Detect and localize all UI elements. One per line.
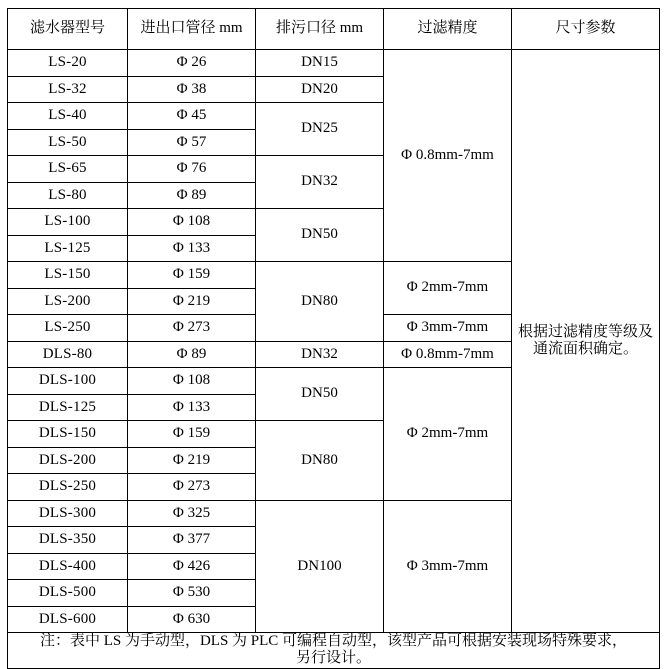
cell-model: LS-125 — [8, 235, 128, 262]
cell-pipe-diameter: Φ 89 — [128, 182, 256, 209]
cell-filter-precision: Φ 0.8mm-7mm — [384, 50, 512, 262]
cell-model: LS-80 — [8, 182, 128, 209]
cell-pipe-diameter: Φ 108 — [128, 368, 256, 395]
cell-dimension-note: 根据过滤精度等级及通流面积确定。 — [512, 50, 660, 633]
cell-model: DLS-350 — [8, 527, 128, 554]
cell-filter-precision: Φ 3mm-7mm — [384, 315, 512, 342]
cell-drain-diameter: DN32 — [256, 341, 384, 368]
cell-pipe-diameter: Φ 159 — [128, 262, 256, 289]
cell-model: LS-32 — [8, 76, 128, 103]
cell-pipe-diameter: Φ 133 — [128, 394, 256, 421]
cell-model: DLS-400 — [8, 553, 128, 580]
cell-pipe-diameter: Φ 89 — [128, 341, 256, 368]
cell-pipe-diameter: Φ 45 — [128, 103, 256, 130]
header-row — [8, 9, 660, 50]
cell-model: DLS-125 — [8, 394, 128, 421]
table-row — [8, 50, 660, 77]
table-header — [8, 9, 660, 50]
header-drain-diameter: 排污口径 mm — [256, 9, 384, 50]
footer-note-cell — [8, 633, 660, 669]
cell-drain-diameter: DN50 — [256, 209, 384, 262]
header-dimension: 尺寸参数 — [512, 9, 660, 50]
cell-pipe-diameter: Φ 108 — [128, 209, 256, 236]
footer-row — [8, 633, 660, 669]
cell-filter-precision: Φ 0.8mm-7mm — [384, 341, 512, 368]
cell-model: LS-50 — [8, 129, 128, 156]
table-body — [8, 50, 660, 633]
cell-drain-diameter: DN100 — [256, 500, 384, 633]
cell-model: LS-20 — [8, 50, 128, 77]
cell-pipe-diameter: Φ 133 — [128, 235, 256, 262]
filter-spec-table — [7, 8, 660, 669]
cell-model: DLS-250 — [8, 474, 128, 501]
cell-pipe-diameter: Φ 325 — [128, 500, 256, 527]
cell-model: LS-150 — [8, 262, 128, 289]
cell-pipe-diameter: Φ 530 — [128, 580, 256, 607]
cell-model: LS-200 — [8, 288, 128, 315]
cell-pipe-diameter: Φ 426 — [128, 553, 256, 580]
cell-drain-diameter: DN80 — [256, 421, 384, 501]
cell-drain-diameter: DN50 — [256, 368, 384, 421]
spec-sheet — [0, 8, 666, 667]
cell-model: LS-40 — [8, 103, 128, 130]
cell-model: LS-100 — [8, 209, 128, 236]
cell-model: DLS-150 — [8, 421, 128, 448]
cell-pipe-diameter: Φ 219 — [128, 447, 256, 474]
cell-pipe-diameter: Φ 38 — [128, 76, 256, 103]
cell-pipe-diameter: Φ 377 — [128, 527, 256, 554]
cell-pipe-diameter: Φ 273 — [128, 474, 256, 501]
cell-pipe-diameter: Φ 219 — [128, 288, 256, 315]
cell-drain-diameter: DN32 — [256, 156, 384, 209]
table-footer — [8, 633, 660, 669]
cell-drain-diameter: DN80 — [256, 262, 384, 342]
cell-model: DLS-100 — [8, 368, 128, 395]
cell-filter-precision: Φ 3mm-7mm — [384, 500, 512, 633]
cell-filter-precision: Φ 2mm-7mm — [384, 368, 512, 501]
cell-pipe-diameter: Φ 273 — [128, 315, 256, 342]
cell-model: DLS-80 — [8, 341, 128, 368]
cell-pipe-diameter: Φ 26 — [128, 50, 256, 77]
cell-pipe-diameter: Φ 630 — [128, 606, 256, 633]
cell-model: DLS-500 — [8, 580, 128, 607]
cell-filter-precision: Φ 2mm-7mm — [384, 262, 512, 315]
footer-note-line1: 注：表中 LS 为手动型，DLS 为 PLC 可编程自动型，该型产品可根据安装现场特殊要求， — [39, 633, 628, 649]
header-pipe-diameter: 进出口管径 mm — [128, 9, 256, 50]
cell-drain-diameter: DN15 — [256, 50, 384, 77]
header-model: 滤水器型号 — [8, 9, 128, 50]
cell-drain-diameter: DN20 — [256, 76, 384, 103]
cell-pipe-diameter: Φ 159 — [128, 421, 256, 448]
cell-pipe-diameter: Φ 57 — [128, 129, 256, 156]
cell-model: DLS-300 — [8, 500, 128, 527]
cell-model: LS-65 — [8, 156, 128, 183]
cell-model: DLS-600 — [8, 606, 128, 633]
cell-drain-diameter: DN25 — [256, 103, 384, 156]
cell-model: DLS-200 — [8, 447, 128, 474]
cell-model: LS-250 — [8, 315, 128, 342]
header-filter-precision: 过滤精度 — [384, 9, 512, 50]
footer-note-line2: 另行设计。 — [295, 650, 371, 667]
cell-pipe-diameter: Φ 76 — [128, 156, 256, 183]
